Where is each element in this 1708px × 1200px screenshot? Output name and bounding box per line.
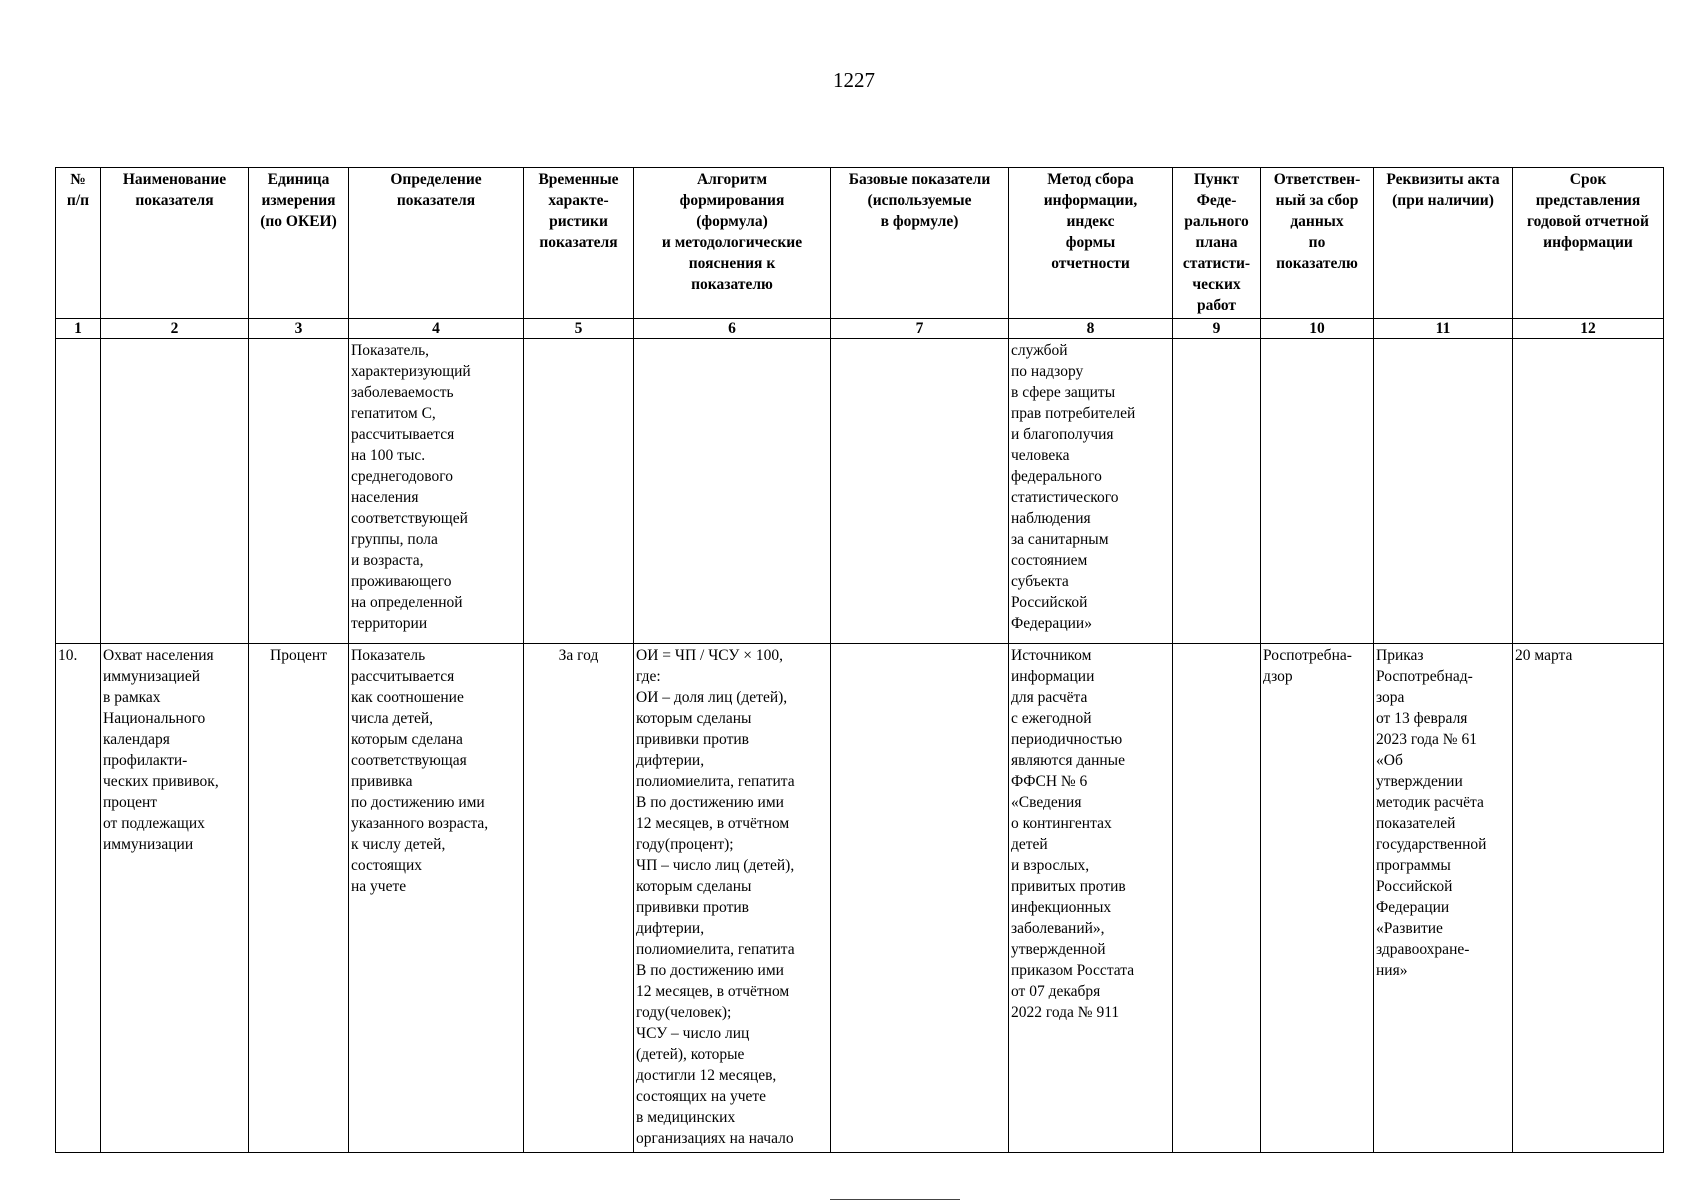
- column-number: 8: [1009, 319, 1173, 339]
- indicator-table: [55, 167, 1664, 1153]
- cell-deadline: [1513, 339, 1664, 644]
- header-cell-unit: Единица измерения (по ОКЕИ): [249, 168, 349, 319]
- column-number: 4: [349, 319, 524, 339]
- table-row: [56, 644, 1664, 1153]
- table-row: [56, 339, 1664, 644]
- header-cell-plan: Пункт Феде- рального плана статисти- ческих работ: [1173, 168, 1261, 319]
- header-cell-time: Временные характе- ристики показателя: [524, 168, 634, 319]
- column-number-row: [56, 319, 1664, 339]
- column-number: 5: [524, 319, 634, 339]
- cell-base: [831, 339, 1009, 644]
- header-cell-responsible: Ответствен- ный за сбор данных по показателю: [1261, 168, 1374, 319]
- cell-algorithm: [634, 339, 831, 644]
- header-cell-algorithm: Алгоритм формирования (формула) и методологические пояснения к показателю: [634, 168, 831, 319]
- cell-name: Охват населения иммунизацией в рамках Национального календаря профилакти- ческих прививок, процент от подлежащих иммунизации: [101, 644, 249, 1153]
- cell-act: [1374, 339, 1513, 644]
- cell-definition: Показатель, характеризующий заболеваемость гепатитом С, рассчитывается на 100 тыс. среднегодового населения соответствующей группы, пола и возраста, проживающего на определенной территории: [349, 339, 524, 644]
- column-number: 11: [1374, 319, 1513, 339]
- cell-act: Приказ Роспотребнад- зора от 13 февраля 2023 года № 61 «Об утверждении методик расчёта показателей государственной программы Российской Федерации «Развитие здравоохране- ния»: [1374, 644, 1513, 1153]
- cell-unit: [249, 339, 349, 644]
- cell-algorithm: ОИ = ЧП / ЧСУ × 100, где: ОИ – доля лиц (детей), которым сделаны прививки против дифтерии, полиомиелита, гепатита В по достижению ими 12 месяцев, в отчётном году(процент); ЧП – число лиц (детей), которым сделаны прививки против дифтерии, полиомиелита, гепатита В по достижению ими 12 месяцев, в отчётном году(человек); ЧСУ – число лиц (детей), которые достигли 12 месяцев, состоящих на учете в медицинских организациях на начало: [634, 644, 831, 1153]
- column-number: 7: [831, 319, 1009, 339]
- cell-responsible: [1261, 339, 1374, 644]
- page-number: 1227: [833, 68, 875, 92]
- column-number: 2: [101, 319, 249, 339]
- column-number: 9: [1173, 319, 1261, 339]
- header-cell-definition: Определение показателя: [349, 168, 524, 319]
- cell-number: 10.: [56, 644, 101, 1153]
- cell-time: За год: [524, 644, 634, 1153]
- cell-base: [831, 644, 1009, 1153]
- cell-plan: [1173, 644, 1261, 1153]
- cell-method: службой по надзору в сфере защиты прав потребителей и благополучия человека федерального статистического наблюдения за санитарным состоянием субъекта Российской Федерации»: [1009, 339, 1173, 644]
- cell-responsible: Роспотребна- дзор: [1261, 644, 1374, 1153]
- cell-definition: Показатель рассчитывается как соотношение числа детей, которым сделана соответствующая прививка по достижению ими указанного возраста, к числу детей, состоящих на учете: [349, 644, 524, 1153]
- header-cell-deadline: Срок представления годовой отчетной информации: [1513, 168, 1664, 319]
- header-cell-base: Базовые показатели (используемые в формуле): [831, 168, 1009, 319]
- header-cell-act: Реквизиты акта (при наличии): [1374, 168, 1513, 319]
- cell-time: [524, 339, 634, 644]
- column-number: 1: [56, 319, 101, 339]
- column-number: 3: [249, 319, 349, 339]
- cell-name: [101, 339, 249, 644]
- cell-unit: Процент: [249, 644, 349, 1153]
- column-number: 6: [634, 319, 831, 339]
- column-number: 12: [1513, 319, 1664, 339]
- header-row: [56, 168, 1664, 319]
- header-cell-name: Наименование показателя: [101, 168, 249, 319]
- column-number: 10: [1261, 319, 1374, 339]
- cell-number: [56, 339, 101, 644]
- cell-deadline: 20 марта: [1513, 644, 1664, 1153]
- cell-method: Источником информации для расчёта с ежегодной периодичностью являются данные ФФСН № 6 «Сведения о контингентах детей и взрослых, привитых против инфекционных заболеваний», утвержденной приказом Росстата от 07 декабря 2022 года № 911: [1009, 644, 1173, 1153]
- cell-plan: [1173, 339, 1261, 644]
- header-cell-number: № п/п: [56, 168, 101, 319]
- header-cell-method: Метод сбора информации, индекс формы отчетности: [1009, 168, 1173, 319]
